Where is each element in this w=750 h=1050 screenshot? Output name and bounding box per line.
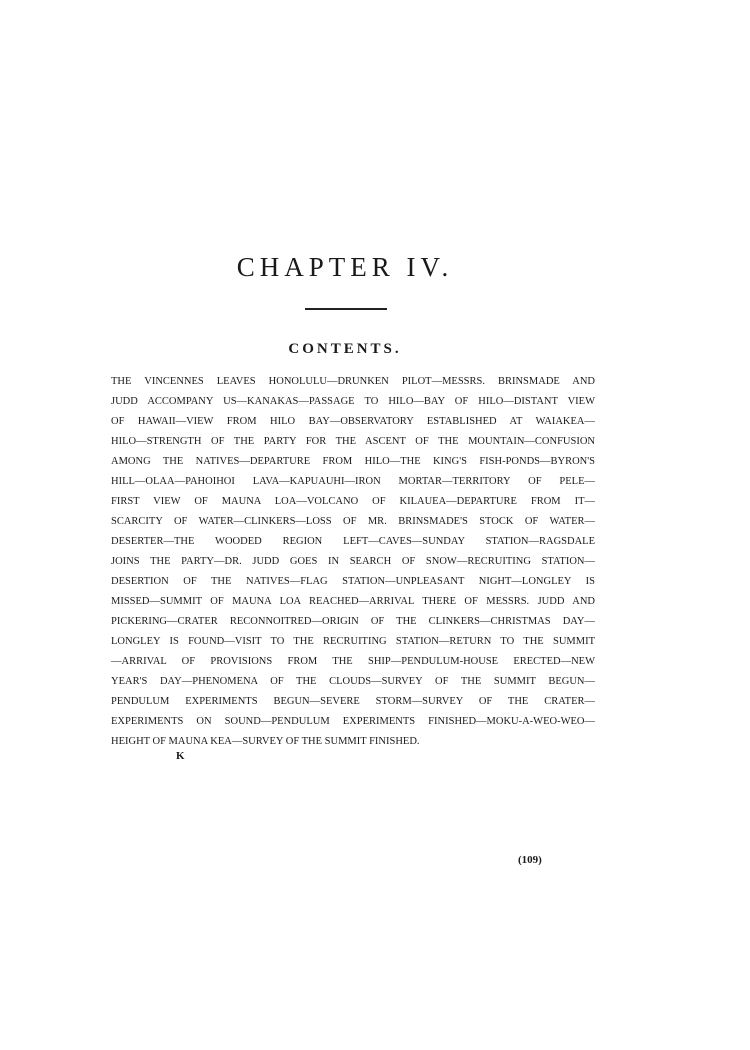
contents-line: JOINS THE PARTY—DR. JUDD GOES IN SEARCH OF SNOW—RECRUITING STATION— <box>111 556 595 567</box>
contents-line: PICKERING—CRATER RECONNOITRED—ORIGIN OF THE CLINKERS—CHRISTMAS DAY— <box>111 616 595 627</box>
contents-line: LONGLEY IS FOUND—VISIT TO THE RECRUITING STATION—RETURN TO THE SUMMIT <box>111 636 595 647</box>
signature-mark: K <box>176 750 185 762</box>
contents-line: HILO—STRENGTH OF THE PARTY FOR THE ASCENT OF THE MOUNTAIN—CONFUSION <box>111 436 595 447</box>
contents-line: AMONG THE NATIVES—DEPARTURE FROM HILO—THE KING'S FISH-PONDS—BYRON'S <box>111 456 595 467</box>
contents-line: DESERTION OF THE NATIVES—FLAG STATION—UNPLEASANT NIGHT—LONGLEY IS <box>111 576 595 587</box>
contents-line: THE VINCENNES LEAVES HONOLULU—DRUNKEN PILOT—MESSRS. BRINSMADE AND <box>111 376 595 387</box>
title-divider-rule <box>305 308 387 310</box>
chapter-title: CHAPTER IV. <box>236 252 454 282</box>
contents-heading: CONTENTS. <box>288 341 402 357</box>
contents-line: JUDD ACCOMPANY US—KANAKAS—PASSAGE TO HILO—BAY OF HILO—DISTANT VIEW <box>111 396 595 407</box>
contents-line: DESERTER—THE WOODED REGION LEFT—CAVES—SUNDAY STATION—RAGSDALE <box>111 536 595 547</box>
contents-line: FIRST VIEW OF MAUNA LOA—VOLCANO OF KILAUEA—DEPARTURE FROM IT— <box>111 496 595 507</box>
contents-line: PENDULUM EXPERIMENTS BEGUN—SEVERE STORM—SURVEY OF THE CRATER— <box>111 696 595 707</box>
contents-line: YEAR'S DAY—PHENOMENA OF THE CLOUDS—SURVEY OF THE SUMMIT BEGUN— <box>111 676 595 687</box>
contents-line: HEIGHT OF MAUNA KEA—SURVEY OF THE SUMMIT FINISHED. <box>111 736 420 747</box>
page-number: (109) <box>518 854 542 866</box>
contents-line: EXPERIMENTS ON SOUND—PENDULUM EXPERIMENTS FINISHED—MOKU-A-WEO-WEO— <box>111 716 595 727</box>
contents-line: —ARRIVAL OF PROVISIONS FROM THE SHIP—PENDULUM-HOUSE ERECTED—NEW <box>111 656 595 667</box>
contents-line: OF HAWAII—VIEW FROM HILO BAY—OBSERVATORY ESTABLISHED AT WAIAKEA— <box>111 416 595 427</box>
contents-summary <box>111 372 595 752</box>
contents-line: SCARCITY OF WATER—CLINKERS—LOSS OF MR. BRINSMADE'S STOCK OF WATER— <box>111 516 595 527</box>
contents-line: HILL—OLAA—PAHOIHOI LAVA—KAPUAUHI—IRON MORTAR—TERRITORY OF PELE— <box>111 476 595 487</box>
contents-line: MISSED—SUMMIT OF MAUNA LOA REACHED—ARRIVAL THERE OF MESSRS. JUDD AND <box>111 596 595 607</box>
